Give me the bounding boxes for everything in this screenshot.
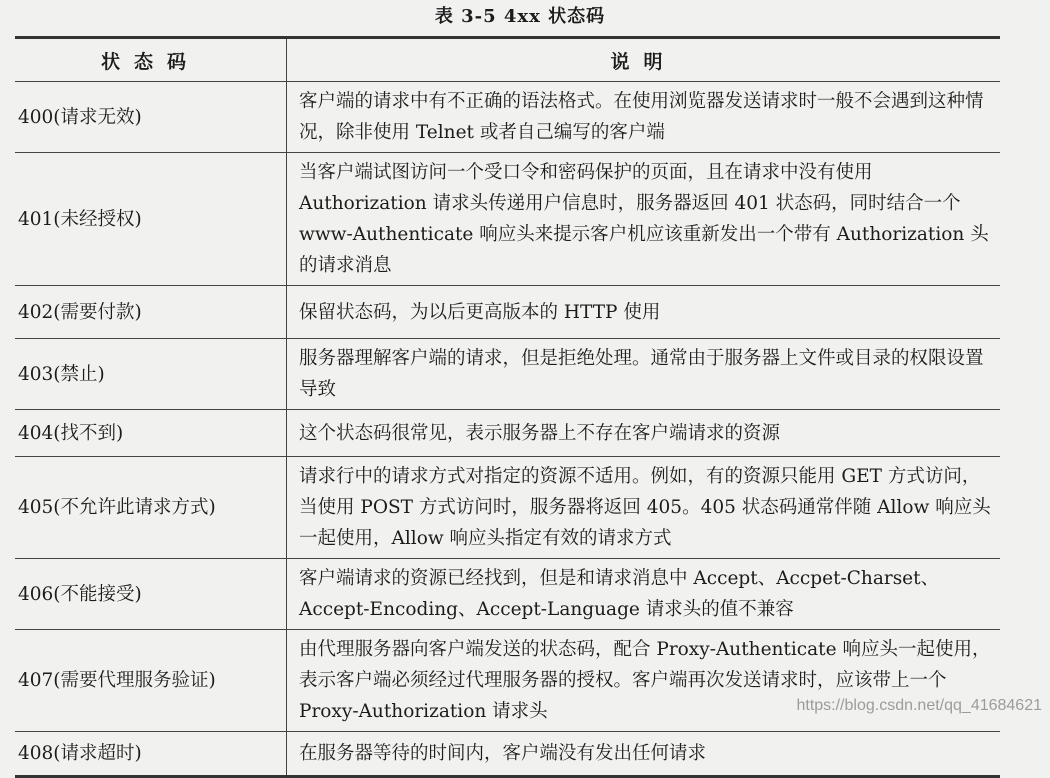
- table-row: [15, 410, 1000, 457]
- status-description: 请求行中的请求方式对指定的资源不适用。例如，有的资源只能用 GET 方式访问，当使用 POST 方式访问时，服务器将返回 405。405 状态码通常伴随 Allow 响应头一起使用，Allow 响应头指定有效的请求方式: [287, 457, 1001, 559]
- table-row: [15, 286, 1000, 339]
- table-header-row: [15, 38, 1000, 82]
- status-code: 400(请求无效): [15, 82, 287, 153]
- header-code: 状态码: [15, 38, 287, 82]
- status-code: 402(需要付款): [15, 286, 287, 339]
- table-caption: 表 3-5 4xx 状态码: [434, 6, 606, 27]
- status-code: 404(找不到): [15, 410, 287, 457]
- status-description: 由代理服务器向客户端发送的状态码，配合 Proxy-Authenticate 响应头一起使用，表示客户端必须经过代理服务器的授权。客户端再次发送请求时，应该带上一个 Proxy-Authorization 请求头: [287, 630, 1001, 732]
- table-row: [15, 732, 1000, 777]
- status-description: 这个状态码很常见，表示服务器上不存在客户端请求的资源: [287, 410, 1001, 457]
- table-row: [15, 559, 1000, 630]
- table-row: [15, 630, 1000, 732]
- status-description: 当客户端试图访问一个受口令和密码保护的页面，且在请求中没有使用 Authorization 请求头传递用户信息时，服务器返回 401 状态码，同时结合一个 www-Authenticate 响应头来提示客户机应该重新发出一个带有 Authorization 头的请求消息: [287, 153, 1001, 286]
- status-code: 401(未经授权): [15, 153, 287, 286]
- status-description: 保留状态码，为以后更高版本的 HTTP 使用: [287, 286, 1001, 339]
- status-description: 服务器理解客户端的请求，但是拒绝处理。通常由于服务器上文件或目录的权限设置导致: [287, 339, 1001, 410]
- watermark: https://blog.csdn.net/qq_41684621: [796, 697, 1042, 714]
- status-code-table: [15, 36, 1000, 778]
- status-description: 在服务器等待的时间内，客户端没有发出任何请求: [287, 732, 1001, 777]
- status-description: 客户端的请求中有不正确的语法格式。在使用浏览器发送请求时一般不会遇到这种情况，除非使用 Telnet 或者自己编写的客户端: [287, 82, 1001, 153]
- status-code: 406(不能接受): [15, 559, 287, 630]
- table-row: [15, 153, 1000, 286]
- status-code: 403(禁止): [15, 339, 287, 410]
- status-description: 客户端请求的资源已经找到，但是和请求消息中 Accept、Accpet-Charset、Accept-Encoding、Accept-Language 请求头的值不兼容: [287, 559, 1001, 630]
- status-code: 408(请求超时): [15, 732, 287, 777]
- header-description: 说明: [287, 38, 1001, 82]
- table-row: [15, 457, 1000, 559]
- table-row: [15, 339, 1000, 410]
- table-row: [15, 82, 1000, 153]
- status-code: 405(不允许此请求方式): [15, 457, 287, 559]
- status-code: 407(需要代理服务验证): [15, 630, 287, 732]
